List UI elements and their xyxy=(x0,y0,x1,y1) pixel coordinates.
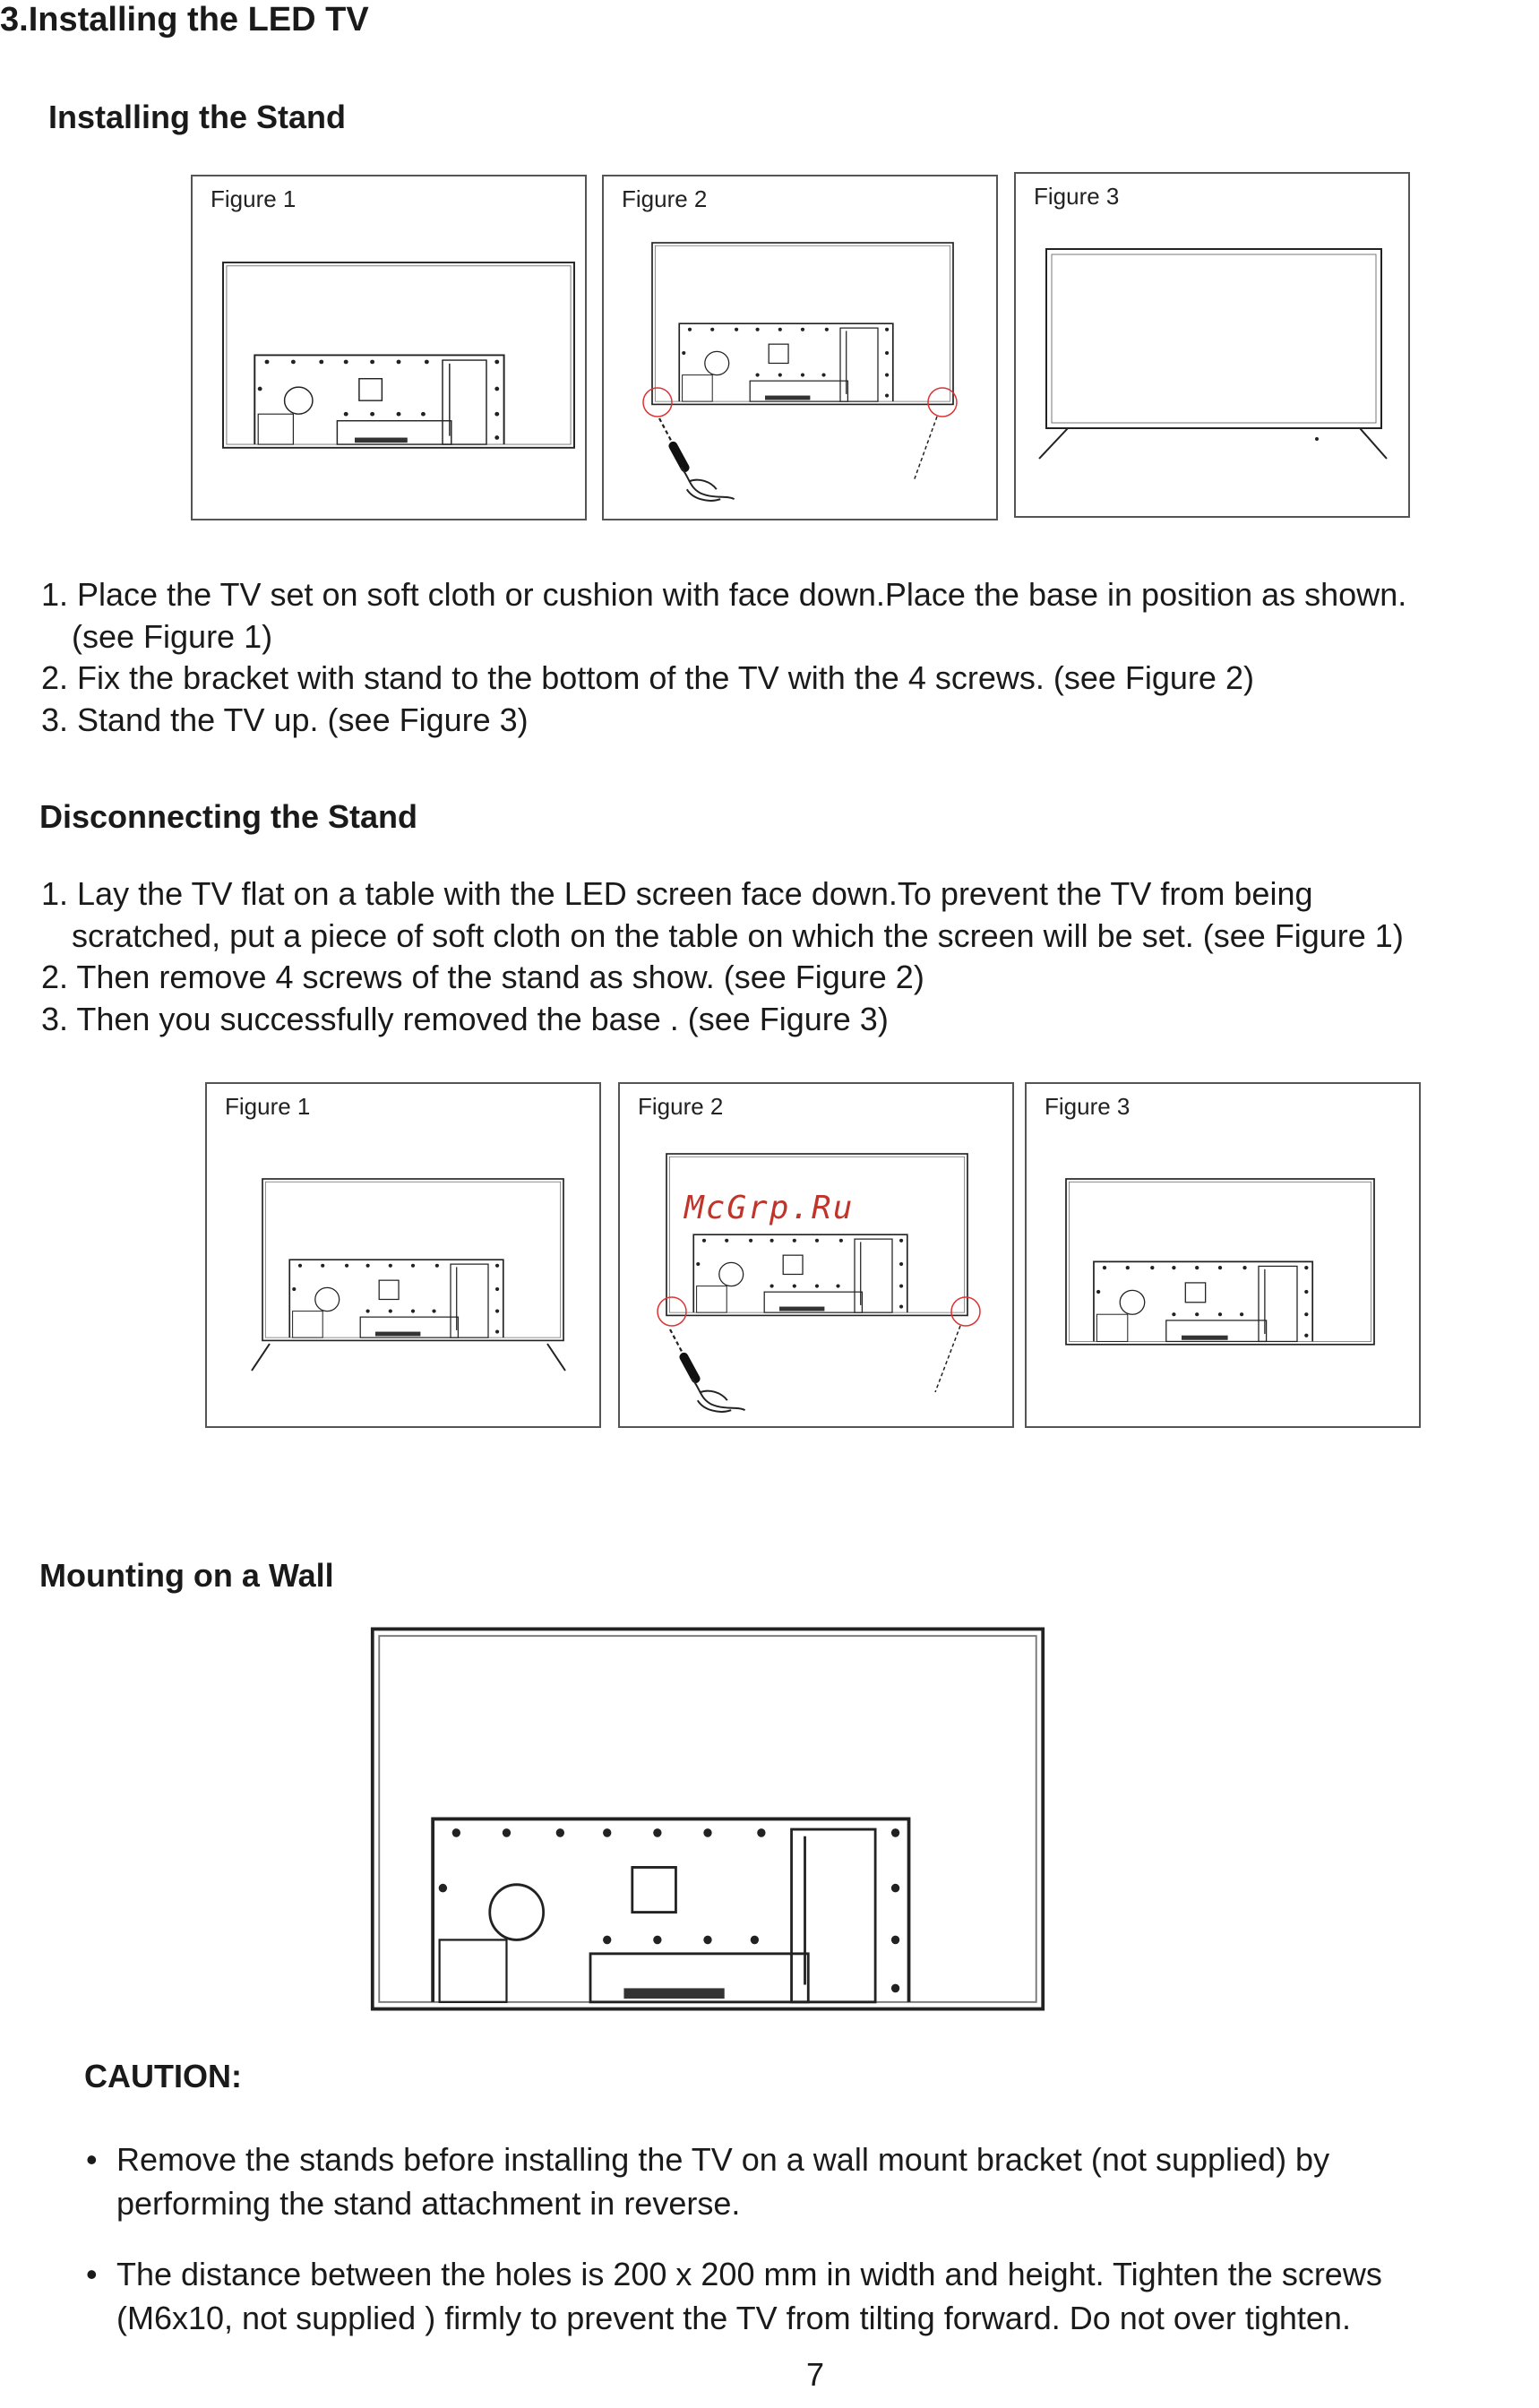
disconnect-step-2: 2. Then remove 4 screws of the stand as show. (see Figure 2) xyxy=(41,959,924,995)
caution-bullet-2 xyxy=(86,2252,1519,2342)
disconnect-figure-3-label: Figure 3 xyxy=(1045,1093,1131,1120)
disconnecting-steps xyxy=(41,873,1404,1040)
tv-back-screws-diagram xyxy=(620,1084,1016,1430)
disconnect-step-1-cont: scratched, put a piece of soft cloth on the table on which the screen will be set. (see Figure 1) xyxy=(72,916,1404,954)
disconnect-figure-1-label: Figure 1 xyxy=(225,1093,311,1120)
install-step-1: 1. Place the TV set on soft cloth or cushion with face down.Place the base in position as shown. xyxy=(41,576,1407,613)
caution-bullet-1 xyxy=(86,2137,1519,2227)
tv-back-without-stand-diagram xyxy=(1027,1084,1423,1430)
bullet-dot: • xyxy=(86,2141,98,2178)
tv-standing-front-diagram xyxy=(1016,174,1412,520)
installing-steps xyxy=(41,574,1406,741)
install-figure-1-label: Figure 1 xyxy=(211,185,297,212)
disconnect-figure-1 xyxy=(205,1082,601,1428)
install-step-1-cont: (see Figure 1) xyxy=(72,617,273,655)
caution-heading: CAUTION: xyxy=(84,2058,242,2094)
tv-back-with-stand-diagram xyxy=(193,176,589,522)
tv-back-screws-diagram xyxy=(604,176,1000,522)
bullet-dot: • xyxy=(86,2256,98,2292)
disconnect-step-1: 1. Lay the TV flat on a table with the LED screen face down.To prevent the TV from being xyxy=(41,875,1313,912)
watermark-text: McGrp.Ru xyxy=(684,1190,855,1226)
install-figure-2 xyxy=(602,175,998,520)
install-figure-2-label: Figure 2 xyxy=(622,185,708,212)
disconnect-figure-2 xyxy=(618,1082,1014,1428)
install-step-2: 2. Fix the bracket with stand to the bottom of the TV with the 4 screws. (see Figure 2) xyxy=(41,659,1254,696)
caution-bullet-2-line-1: The distance between the holes is 200 x 200 mm in width and height. Tighten the screws xyxy=(116,2256,1382,2292)
install-step-3: 3. Stand the TV up. (see Figure 3) xyxy=(41,701,529,738)
tv-back-with-stand-diagram xyxy=(207,1084,603,1430)
disconnect-figure-2-label: Figure 2 xyxy=(638,1093,724,1120)
caution-bullet-2-line-2: (M6x10, not supplied ) firmly to prevent the TV from tilting forward. Do not over tighten. xyxy=(116,2300,1351,2336)
tv-back-wall-mount-diagram xyxy=(369,1623,1046,2017)
disconnecting-heading: Disconnecting the Stand xyxy=(39,798,418,835)
caution-bullet-1-line-2: performing the stand attachment in reverse. xyxy=(116,2185,741,2222)
wall-heading: Mounting on a Wall xyxy=(39,1557,334,1594)
disconnect-figure-3 xyxy=(1025,1082,1421,1428)
installing-heading: Installing the Stand xyxy=(48,99,347,135)
caution-bullet-1-line-1: Remove the stands before installing the TV on a wall mount bracket (not supplied) by xyxy=(116,2141,1330,2178)
install-figure-3-label: Figure 3 xyxy=(1034,183,1120,210)
install-figure-3 xyxy=(1014,172,1410,518)
disconnect-step-3: 3. Then you successfully removed the base . (see Figure 3) xyxy=(41,1000,889,1037)
page-title: 3.Installing the LED TV xyxy=(0,1,369,39)
page-number: 7 xyxy=(806,2356,825,2393)
install-figure-1 xyxy=(191,175,587,520)
